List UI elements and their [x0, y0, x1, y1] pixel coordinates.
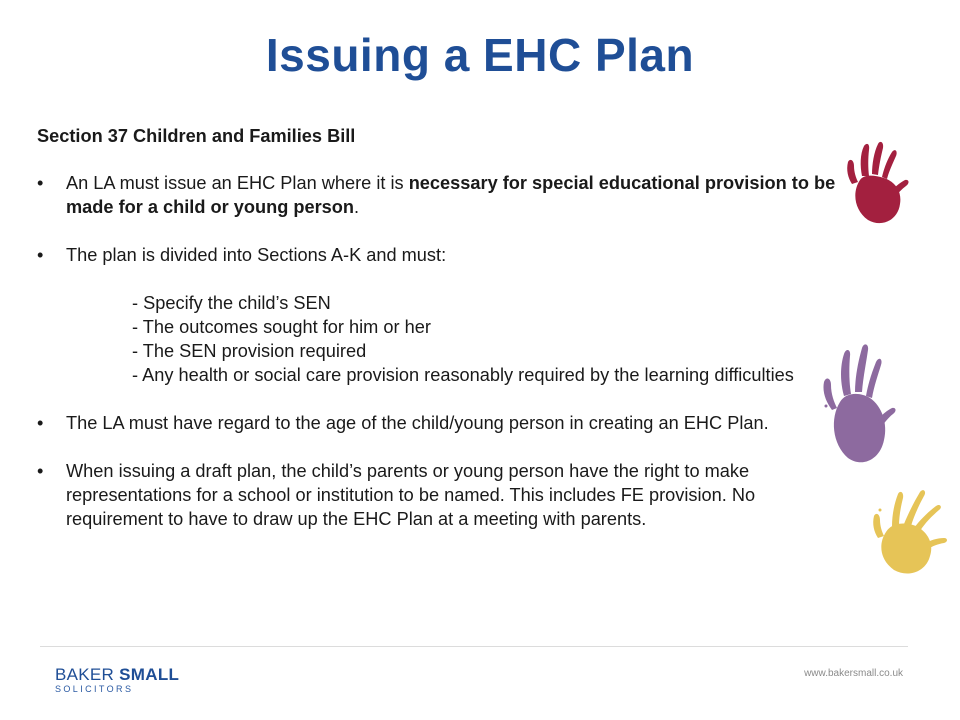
- bullet-4: • When issuing a draft plan, the child’s parents or young person have the right to make representations for a school or institution to be named. This includes FE provision. No requirement to have to draw up the EHC Plan at a meeting with parents.: [37, 459, 837, 531]
- logo-word-small: SMALL: [119, 665, 180, 684]
- bullet-2: • The plan is divided into Sections A-K and must:: [37, 243, 837, 267]
- sub-item: - The outcomes sought for him or her: [132, 317, 431, 337]
- sub-list: [37, 291, 837, 387]
- footer-divider: [40, 646, 908, 647]
- handprint-purple-icon: [818, 340, 898, 468]
- section-heading: Section 37 Children and Families Bill: [37, 126, 356, 146]
- bullet-1-text-post: .: [354, 197, 360, 217]
- sub-item: - The SEN provision required: [132, 341, 367, 361]
- handprint-yellow-icon: [868, 480, 952, 578]
- logo-word-baker: BAKER: [55, 665, 115, 684]
- bullet-1-text-pre: An LA must issue an EHC Plan where it is: [66, 173, 409, 193]
- baker-small-logo[interactable]: [55, 666, 179, 695]
- bullet-1: [37, 171, 837, 219]
- bullet-1-text-bold: necessary for special educational provision to be made for a child or young person: [66, 173, 836, 217]
- website-link[interactable]: www.bakersmall.co.uk: [804, 668, 903, 679]
- slide-content: [37, 124, 837, 531]
- page-title: Issuing a EHC Plan: [265, 29, 695, 81]
- sub-item: - Any health or social care provision reasonably required by the learning difficulties: [132, 365, 794, 385]
- handprint-red-icon: [842, 140, 910, 228]
- sub-item: - Specify the child’s SEN: [132, 293, 331, 313]
- logo-subtitle: SOLICITORS: [55, 684, 134, 694]
- bullet-3: • The LA must have regard to the age of the child/young person in creating an EHC Plan.: [37, 411, 837, 435]
- logo-wordmark: [55, 666, 179, 684]
